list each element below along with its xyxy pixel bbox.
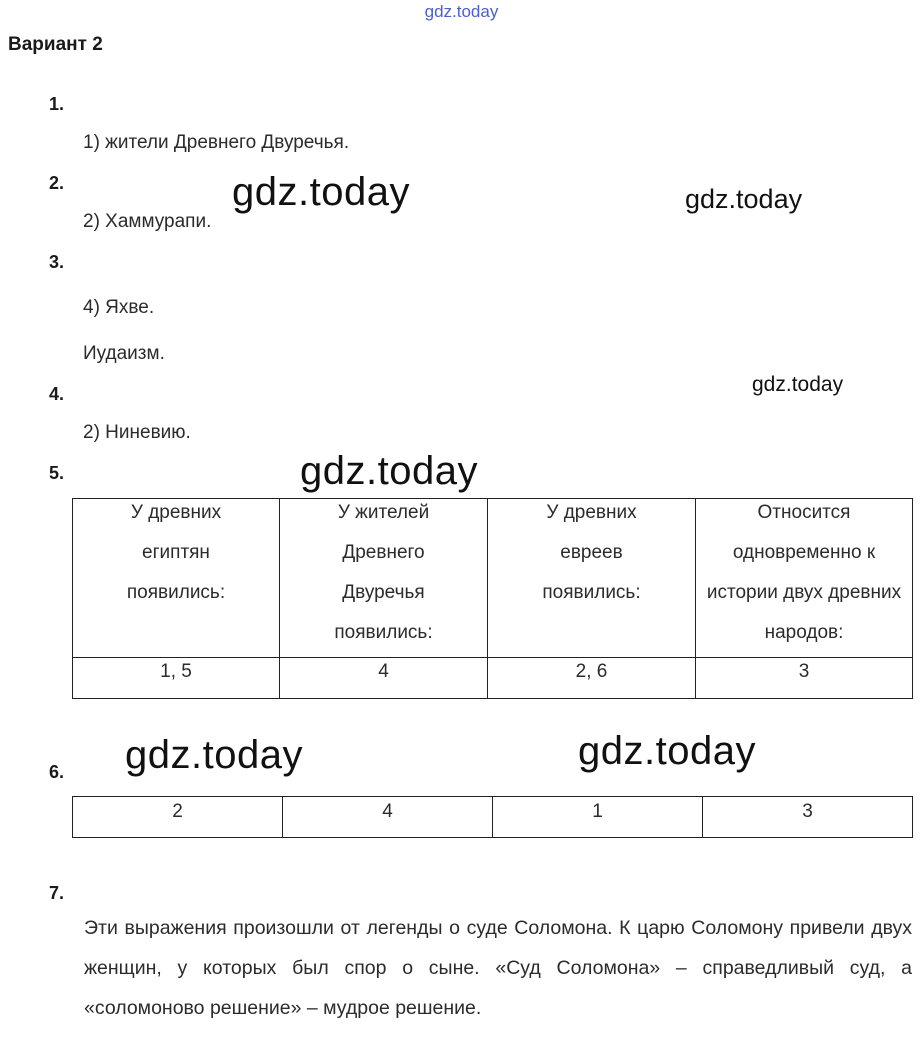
question-3-answer-2: Иудаизм. [83,343,165,364]
question-1-number: 1. [49,94,65,114]
table-header-cell: У древних евреев появились: [488,499,696,658]
table-cell: 4 [280,658,488,699]
question-1-answer: 1) жители Древнего Двуречья. [83,132,350,153]
question-7-answer: Эти выражения произошли от легенды о суде Соломона. К царю Соломону привели двух женщин, у которых был спор о сыне. «Суд Соломона» – справедливый суд, а «соломоново решение» – мудрое решение. [84,917,912,1019]
question-5-table [72,498,913,699]
question-2-number: 2. [49,173,65,193]
question-4-number: 4. [49,384,65,404]
table-cell: 1, 5 [73,658,280,699]
question-6-table [72,796,913,838]
watermark: gdz.today [125,733,303,777]
table-cell: 2 [73,797,283,838]
table-cell: 3 [696,658,913,699]
table-header-cell: У древних египтян появились: [73,499,280,658]
table-cell: 4 [283,797,493,838]
question-3-number: 3. [49,252,65,272]
table-cell: 1 [493,797,703,838]
watermark: gdz.today [300,449,478,493]
question-5-number: 5. [49,463,65,483]
table-header-cell: Относится одновременно к истории двух древних народов: [696,499,913,658]
page-title: Вариант 2 [8,34,103,55]
table-cell: 3 [703,797,913,838]
question-2-answer: 2) Хаммурапи. [83,211,212,232]
watermark: gdz.today [685,184,803,214]
watermark: gdz.today [232,170,410,214]
table-cell: 2, 6 [488,658,696,699]
watermark: gdz.today [752,373,844,396]
watermark-top: gdz.today [424,2,499,21]
question-3-answer: 4) Яхве. [83,297,155,318]
table-header-cell: У жителей Древнего Двуречья появились: [280,499,488,658]
question-7-number: 7. [49,883,65,903]
watermark: gdz.today [578,729,756,773]
question-6-number: 6. [49,762,65,782]
question-4-answer: 2) Ниневию. [83,422,191,443]
